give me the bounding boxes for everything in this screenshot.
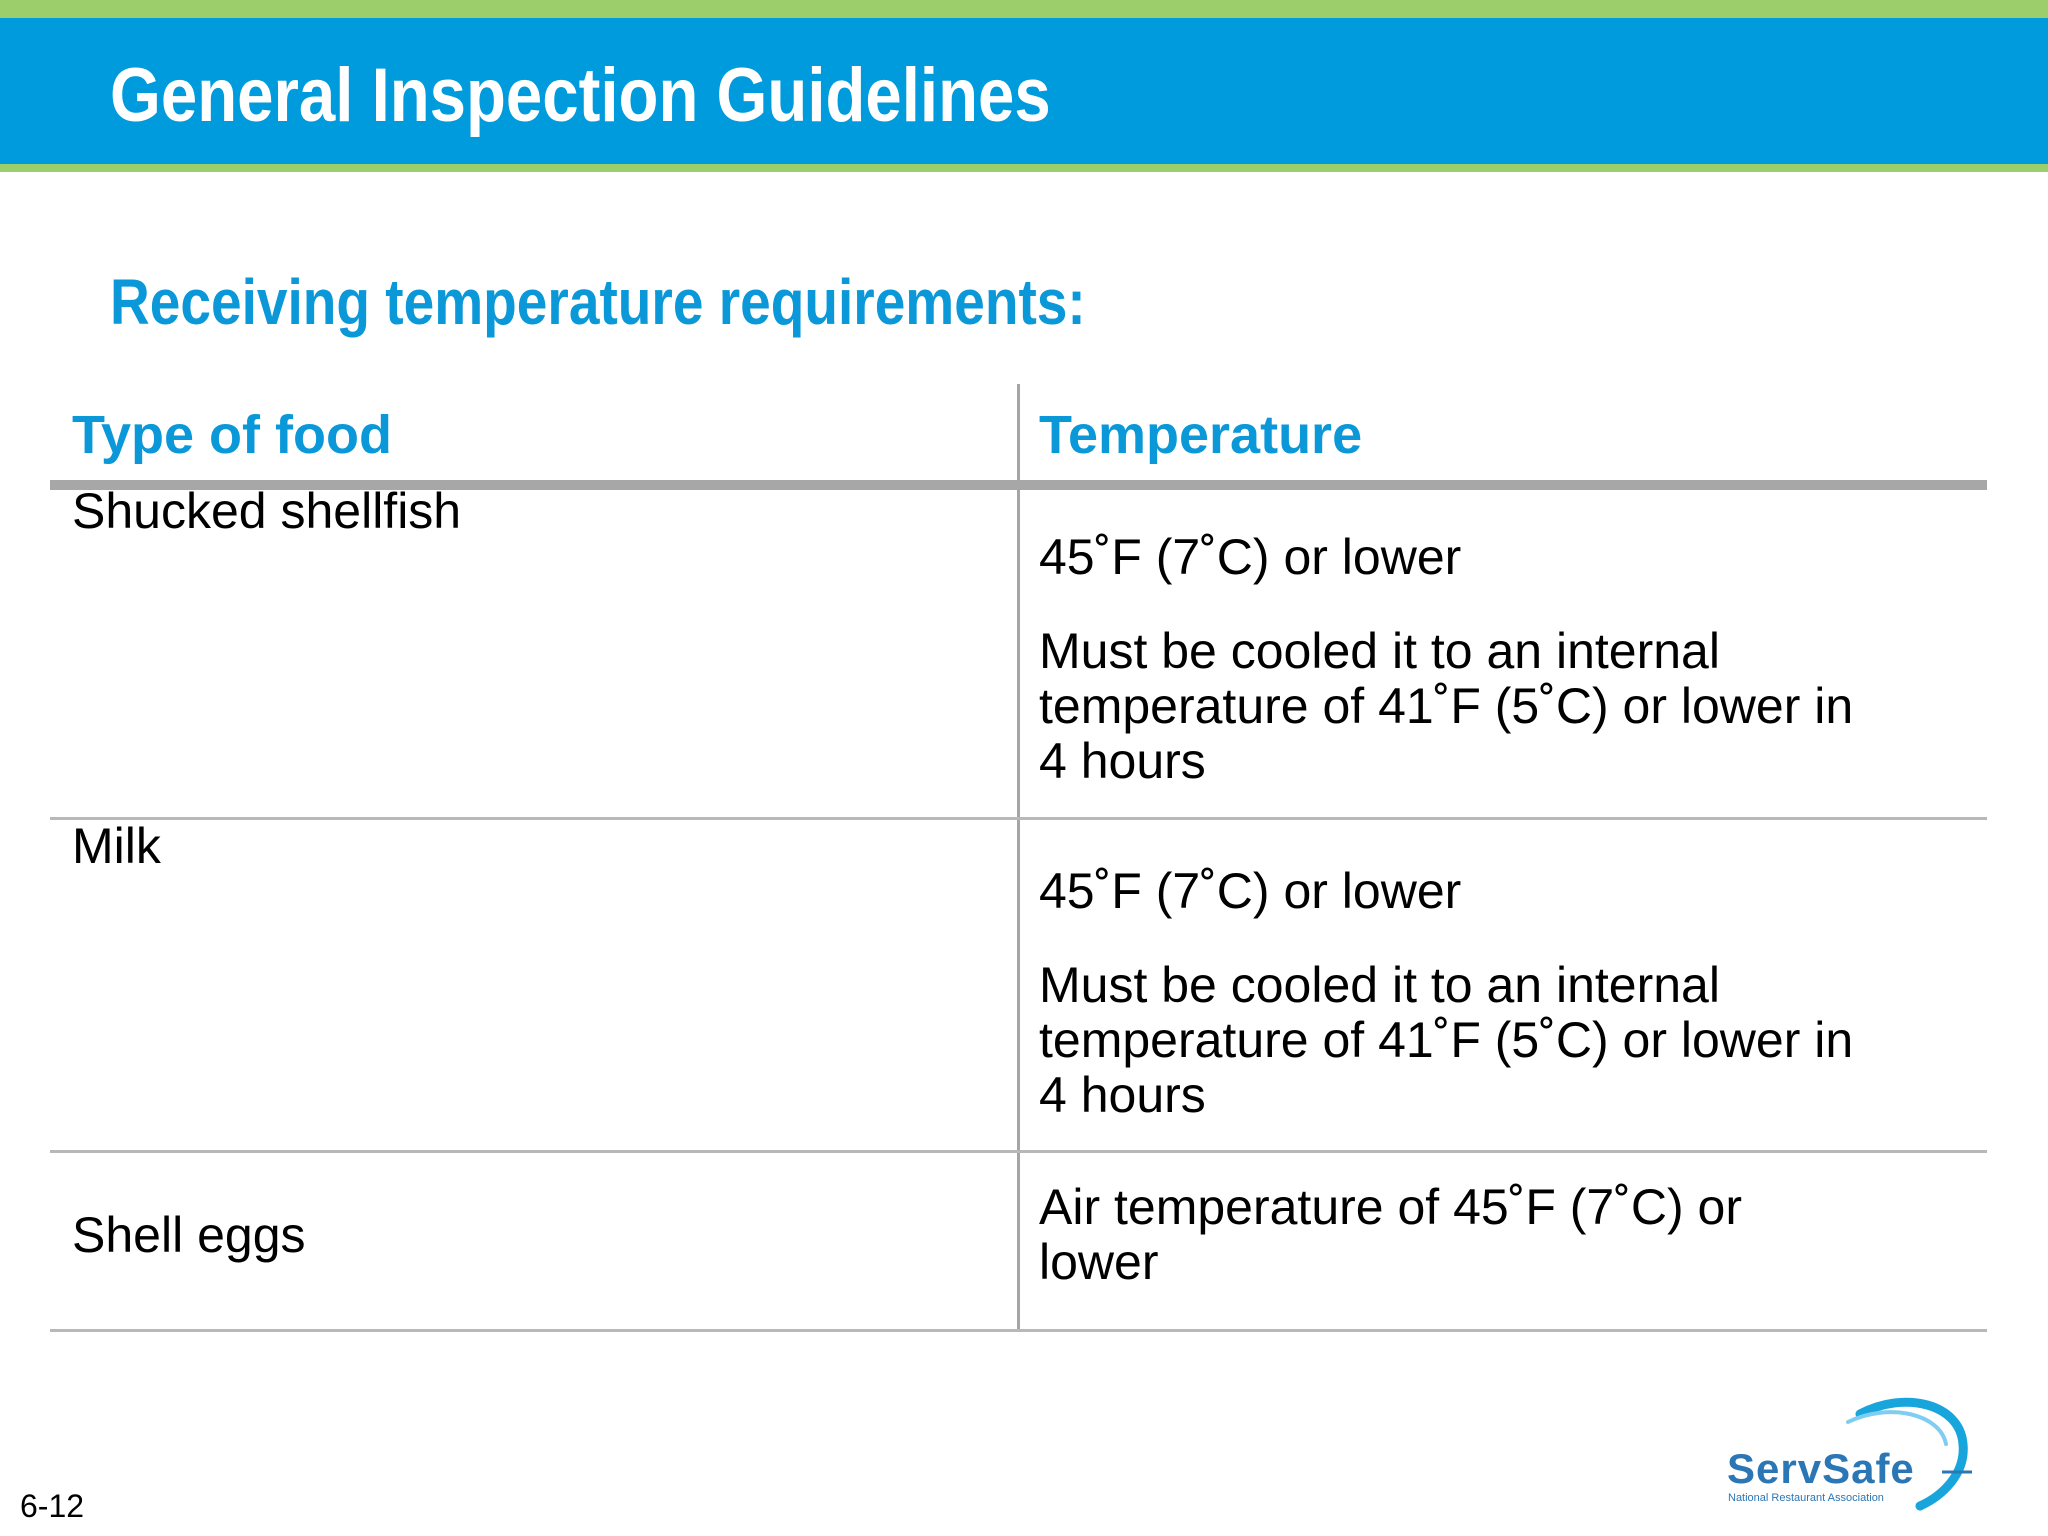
food-cell: Milk <box>72 818 161 874</box>
temperature-cell: 45˚F (7˚C) or lower <box>1039 529 1462 585</box>
slide-title: General Inspection Guidelines <box>110 53 1051 138</box>
header-type-of-food: Type of food <box>72 405 392 465</box>
cooling-note-line: 4 hours <box>1039 1067 1206 1123</box>
food-cell: Shell eggs <box>72 1207 306 1263</box>
title-underline-bar <box>0 164 2048 172</box>
slide-subtitle: Receiving temperature requirements: <box>110 266 1086 338</box>
cooling-note-line: Must be cooled it to an internal <box>1039 957 1720 1013</box>
column-divider <box>1017 384 1020 1332</box>
header-temperature: Temperature <box>1039 405 1363 465</box>
top-accent-bar <box>0 0 2048 18</box>
cooling-note-line: temperature of 41˚F (5˚C) or lower in <box>1039 1012 1854 1068</box>
cooling-note <box>1039 624 1853 789</box>
logo-tagline: National Restaurant Association <box>1728 1492 1884 1504</box>
page-number: 6-12 <box>20 1488 85 1524</box>
temperature-table <box>50 384 1987 1332</box>
row-divider <box>50 1150 1987 1153</box>
food-cell: Shucked shellfish <box>72 483 462 539</box>
temperature-line: Air temperature of 45˚F (7˚C) or <box>1039 1179 1742 1235</box>
temperature-cell <box>1039 1180 1742 1290</box>
cooling-note-line: Must be cooled it to an internal <box>1039 623 1720 679</box>
servsafe-logo <box>1720 1392 2000 1512</box>
cooling-note <box>1039 958 1853 1123</box>
cooling-note-line: temperature of 41˚F (5˚C) or lower in <box>1039 678 1854 734</box>
row-divider <box>50 817 1987 820</box>
table-bottom-border <box>50 1329 1987 1332</box>
temperature-cell: 45˚F (7˚C) or lower <box>1039 863 1462 919</box>
cooling-note-line: 4 hours <box>1039 733 1206 789</box>
logo-wordmark: ServSafe <box>1727 1445 1915 1492</box>
temperature-line: lower <box>1039 1234 1159 1290</box>
